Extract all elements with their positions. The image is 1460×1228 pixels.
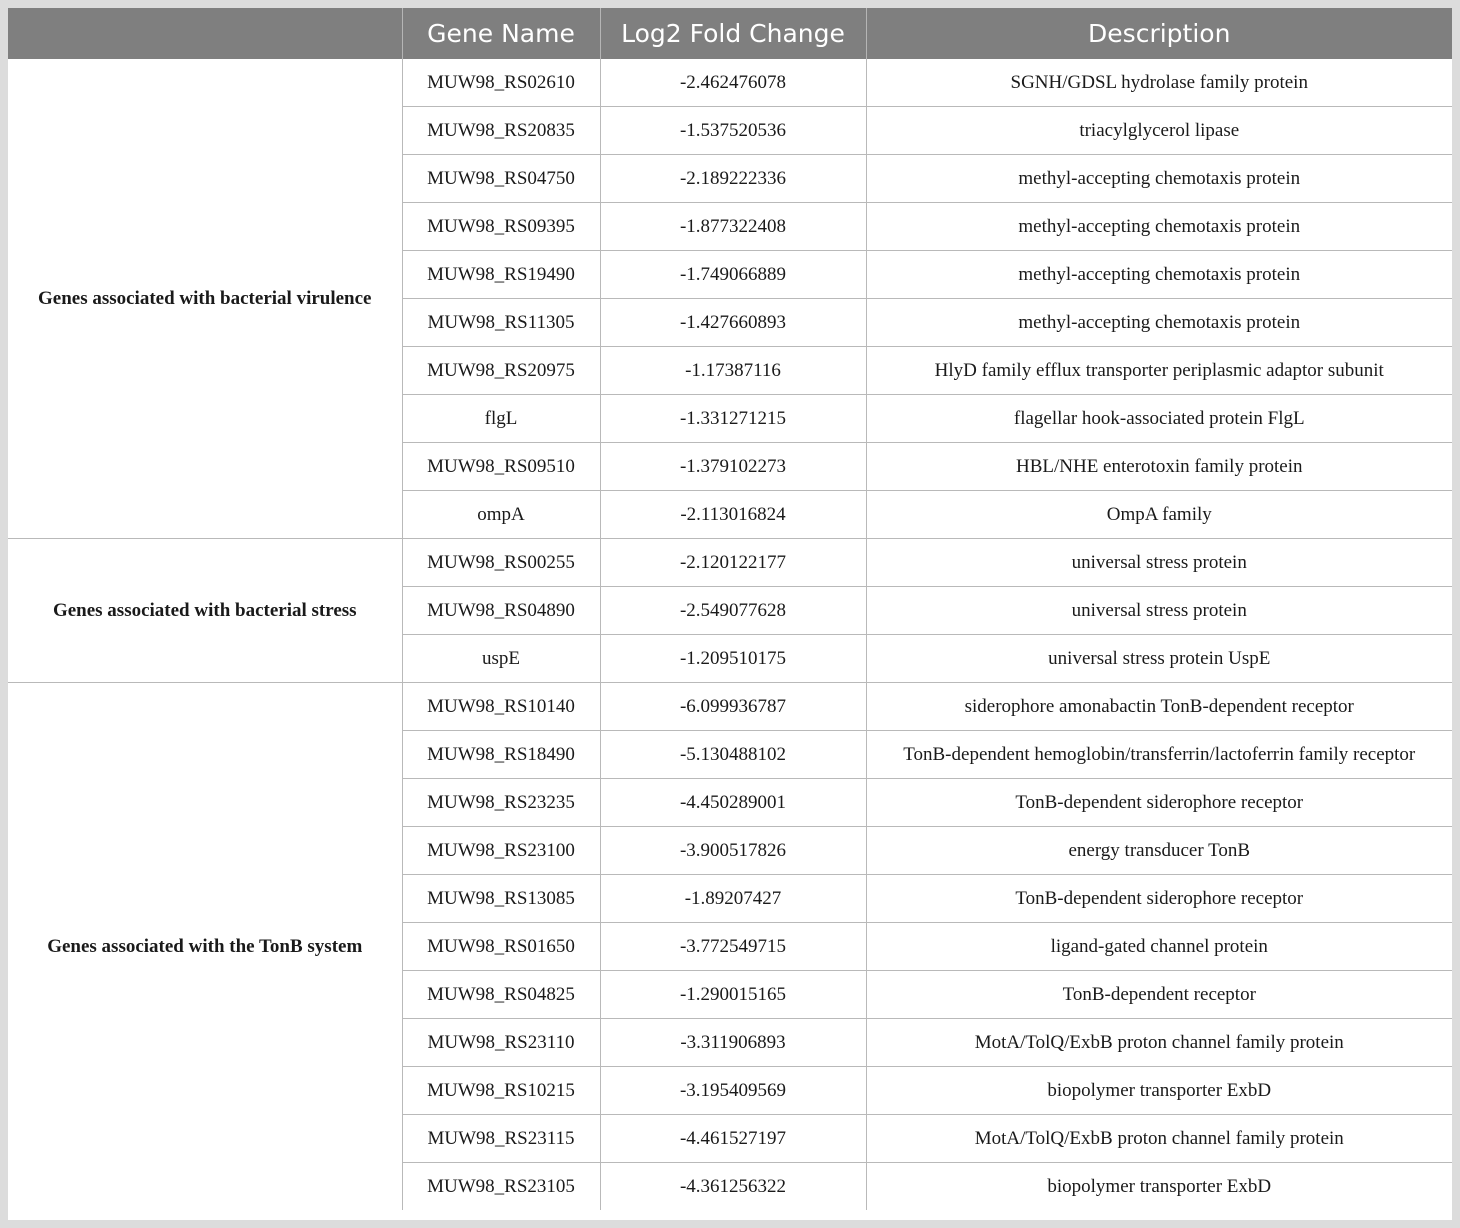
log2-fold-change-cell: -3.772549715 <box>600 923 866 971</box>
gene-name-cell: MUW98_RS23115 <box>402 1115 600 1163</box>
log2-fold-change-cell: -2.120122177 <box>600 539 866 587</box>
description-cell: MotA/TolQ/ExbB proton channel family protein <box>866 1019 1452 1067</box>
description-cell: biopolymer transporter ExbD <box>866 1163 1452 1211</box>
gene-name-cell: MUW98_RS09510 <box>402 443 600 491</box>
description-cell: HBL/NHE enterotoxin family protein <box>866 443 1452 491</box>
gene-name-cell: ompA <box>402 491 600 539</box>
log2-fold-change-cell: -1.17387116 <box>600 347 866 395</box>
log2-fold-change-cell: -4.361256322 <box>600 1163 866 1211</box>
gene-name-cell: MUW98_RS10140 <box>402 683 600 731</box>
gene-name-cell: MUW98_RS01650 <box>402 923 600 971</box>
description-cell: siderophore amonabactin TonB-dependent receptor <box>866 683 1452 731</box>
description-cell: SGNH/GDSL hydrolase family protein <box>866 59 1452 107</box>
gene-name-cell: MUW98_RS04890 <box>402 587 600 635</box>
table-body <box>8 59 1452 1210</box>
log2-fold-change-cell: -1.89207427 <box>600 875 866 923</box>
description-cell: MotA/TolQ/ExbB proton channel family protein <box>866 1115 1452 1163</box>
description-cell: flagellar hook-associated protein FlgL <box>866 395 1452 443</box>
description-cell: triacylglycerol lipase <box>866 107 1452 155</box>
description-cell: TonB-dependent siderophore receptor <box>866 875 1452 923</box>
log2-fold-change-cell: -1.537520536 <box>600 107 866 155</box>
header-row <box>8 8 1452 59</box>
gene-name-cell: MUW98_RS09395 <box>402 203 600 251</box>
table-row <box>8 59 1452 107</box>
log2-fold-change-cell: -2.462476078 <box>600 59 866 107</box>
gene-name-cell: MUW98_RS20835 <box>402 107 600 155</box>
description-cell: OmpA family <box>866 491 1452 539</box>
log2-fold-change-cell: -3.195409569 <box>600 1067 866 1115</box>
gene-name-cell: MUW98_RS10215 <box>402 1067 600 1115</box>
description-cell: universal stress protein UspE <box>866 635 1452 683</box>
description-cell: methyl-accepting chemotaxis protein <box>866 203 1452 251</box>
description-cell: universal stress protein <box>866 587 1452 635</box>
log2-fold-change-cell: -3.311906893 <box>600 1019 866 1067</box>
header-log2-fold-change: Log2 Fold Change <box>600 8 866 59</box>
log2-fold-change-cell: -2.113016824 <box>600 491 866 539</box>
gene-name-cell: MUW98_RS23235 <box>402 779 600 827</box>
log2-fold-change-cell: -1.331271215 <box>600 395 866 443</box>
log2-fold-change-cell: -1.209510175 <box>600 635 866 683</box>
log2-fold-change-cell: -1.427660893 <box>600 299 866 347</box>
gene-name-cell: MUW98_RS23105 <box>402 1163 600 1211</box>
header-description: Description <box>866 8 1452 59</box>
description-cell: TonB-dependent receptor <box>866 971 1452 1019</box>
log2-fold-change-cell: -1.877322408 <box>600 203 866 251</box>
gene-name-cell: MUW98_RS18490 <box>402 731 600 779</box>
table-row <box>8 539 1452 587</box>
gene-name-cell: flgL <box>402 395 600 443</box>
description-cell: HlyD family efflux transporter periplasmic adaptor subunit <box>866 347 1452 395</box>
log2-fold-change-cell: -2.549077628 <box>600 587 866 635</box>
description-cell: ligand-gated channel protein <box>866 923 1452 971</box>
description-cell: TonB-dependent siderophore receptor <box>866 779 1452 827</box>
gene-name-cell: MUW98_RS02610 <box>402 59 600 107</box>
group-label: Genes associated with bacterial virulence <box>37 287 372 309</box>
header-gene-name: Gene Name <box>402 8 600 59</box>
log2-fold-change-cell: -3.900517826 <box>600 827 866 875</box>
gene-name-cell: MUW98_RS11305 <box>402 299 600 347</box>
gene-name-cell: MUW98_RS04825 <box>402 971 600 1019</box>
description-cell: universal stress protein <box>866 539 1452 587</box>
log2-fold-change-cell: -5.130488102 <box>600 731 866 779</box>
group-label: Genes associated with the TonB system <box>8 683 402 1211</box>
description-cell: methyl-accepting chemotaxis protein <box>866 299 1452 347</box>
log2-fold-change-cell: -1.379102273 <box>600 443 866 491</box>
header-group <box>8 8 402 59</box>
description-cell: methyl-accepting chemotaxis protein <box>866 251 1452 299</box>
log2-fold-change-cell: -2.189222336 <box>600 155 866 203</box>
description-cell: methyl-accepting chemotaxis protein <box>866 155 1452 203</box>
description-cell: energy transducer TonB <box>866 827 1452 875</box>
description-cell: TonB-dependent hemoglobin/transferrin/lactoferrin family receptor <box>866 731 1452 779</box>
log2-fold-change-cell: -6.099936787 <box>600 683 866 731</box>
description-cell: biopolymer transporter ExbD <box>866 1067 1452 1115</box>
group-label: Genes associated with bacterial stress <box>8 539 402 683</box>
gene-name-cell: MUW98_RS23110 <box>402 1019 600 1067</box>
gene-name-cell: MUW98_RS23100 <box>402 827 600 875</box>
gene-name-cell: MUW98_RS00255 <box>402 539 600 587</box>
gene-name-cell: MUW98_RS19490 <box>402 251 600 299</box>
gene-expression-table <box>8 8 1452 1210</box>
log2-fold-change-cell: -4.450289001 <box>600 779 866 827</box>
log2-fold-change-cell: -4.461527197 <box>600 1115 866 1163</box>
gene-table-container <box>8 8 1452 1220</box>
gene-name-cell: MUW98_RS20975 <box>402 347 600 395</box>
table-row <box>8 683 1452 731</box>
gene-name-cell: MUW98_RS13085 <box>402 875 600 923</box>
log2-fold-change-cell: -1.290015165 <box>600 971 866 1019</box>
gene-name-cell: MUW98_RS04750 <box>402 155 600 203</box>
table-header <box>8 8 1452 59</box>
gene-name-cell: uspE <box>402 635 600 683</box>
log2-fold-change-cell: -1.749066889 <box>600 251 866 299</box>
